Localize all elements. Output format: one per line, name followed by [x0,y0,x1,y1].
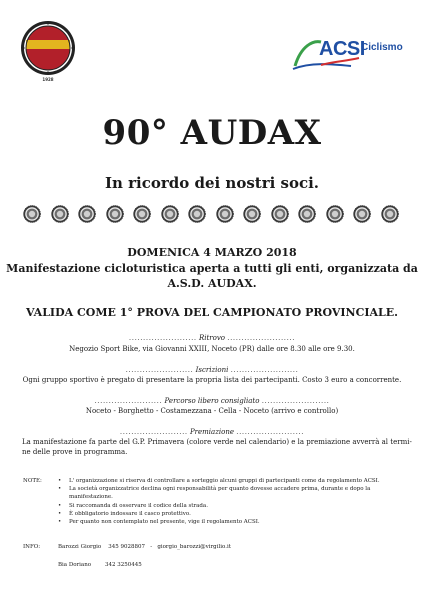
acsi-brand: ACSI [319,38,365,60]
notes-list [58,477,403,526]
event-date: DOMENICA 4 MARZO 2018 [127,246,297,259]
info-label: INFO: [23,544,41,550]
bullet-icon: • [58,502,62,509]
bullet-icon: • [58,519,62,526]
bullet-icon: • [58,510,62,517]
medal-icon [188,205,206,223]
heading-dots-right: ........................ [230,366,299,374]
page-subtitle: In ricordo dei nostri soci. [104,174,320,192]
acsi-logo [291,36,401,72]
medal-icon [161,205,179,223]
section-text-percorso: Noceto - Borghetto - Costamezzana - Cella - Noceto (arrivo e controllo) [85,407,339,415]
medal-icon [216,205,234,223]
note-item [58,518,403,526]
section-heading-premiazione [0,428,424,436]
note-item [58,510,403,518]
section-text-ritrovo: Negozio Sport Bike, via Giovanni XXIII, Noceto (PR) dalle ore 8.30 alle ore 9.30. [69,345,355,353]
medal-icon [243,205,261,223]
heading-dots-left: ........................ [94,397,163,405]
heading-label: Iscrizioni [195,366,229,374]
club-logo [20,18,76,84]
section-text-iscrizioni: Ogni gruppo sportivo è pregato di presentare la propria lista dei partecipanti. Costo 3 euro a concorrente. [22,376,402,384]
section-text-premiazione-line1: La manifestazione fa parte del G.P. Primavera (colore verde nel calendario) e la premiazione avverrà al termi- [22,438,412,446]
note-text: L' organizzazione si riserva di controllare a sorteggio alcuni gruppi di partecipanti come da regolamento ACSI. [69,478,380,484]
medal-icon [78,205,96,223]
medal-icon [51,205,69,223]
medal-icon [298,205,316,223]
medal-icon [271,205,289,223]
heading-dots-left: ........................ [125,366,194,374]
medal-icon [23,205,41,223]
heading-label: Ritrovo [198,334,226,342]
heading-dots-right: ........................ [261,397,330,405]
note-item [58,477,403,485]
event-description-line1: Manifestazione cicloturistica aperta a tutti gli enti, organizzata da [6,262,418,275]
championship-validity: VALIDA COME 1° PROVA DEL CAMPIONATO PROVINCIALE. [25,306,398,319]
note-text: È obbligatorio indossare il casco protettivo. [69,510,191,517]
club-logo-emblem [20,18,76,78]
page-title: 90° AUDAX [102,113,322,153]
heading-label: Premiazione [189,428,235,436]
heading-dots-left: ........................ [119,428,188,436]
note-text: Si raccomanda di osservare il codice della strada. [69,502,208,509]
bullet-icon: • [58,486,62,493]
notes-label: NOTE: [23,478,42,484]
medal-icon [353,205,371,223]
event-description-line2: A.S.D. AUDAX. [167,277,257,290]
acsi-sub: Ciclismo [361,42,403,53]
medal-icon [106,205,124,223]
club-logo-year: 1928 [42,77,54,82]
heading-dots-right: ........................ [236,428,305,436]
note-text: La società organizzatrice declina ogni responsabilità per quanto dovesse accadere prima, durante e dopo la manifestazione. [69,486,371,501]
medal-icon [326,205,344,223]
heading-dots-left: ........................ [128,334,197,342]
section-text-premiazione-line2: ne delle prove in programma. [22,448,128,456]
heading-dots-right: ........................ [227,334,296,342]
medal-icon [133,205,151,223]
note-item [58,485,403,501]
medal-row [23,205,399,225]
note-text: Per quanto non contemplato nel presente, vige il regolamento ACSI. [69,519,260,526]
info-contact-2: Bia Doriano 342 3250445 [58,562,142,568]
section-heading-iscrizioni [0,366,424,374]
heading-label: Percorso libero consigliato [164,397,260,405]
note-item [58,502,403,510]
medal-icon [381,205,399,223]
bullet-icon: • [58,478,62,484]
info-contact-1: Barozzi Giorgio 345 9028807 - giorgio_barozzi@virgilio.it [58,544,231,550]
section-heading-ritrovo [0,334,424,342]
section-heading-percorso [0,397,424,405]
